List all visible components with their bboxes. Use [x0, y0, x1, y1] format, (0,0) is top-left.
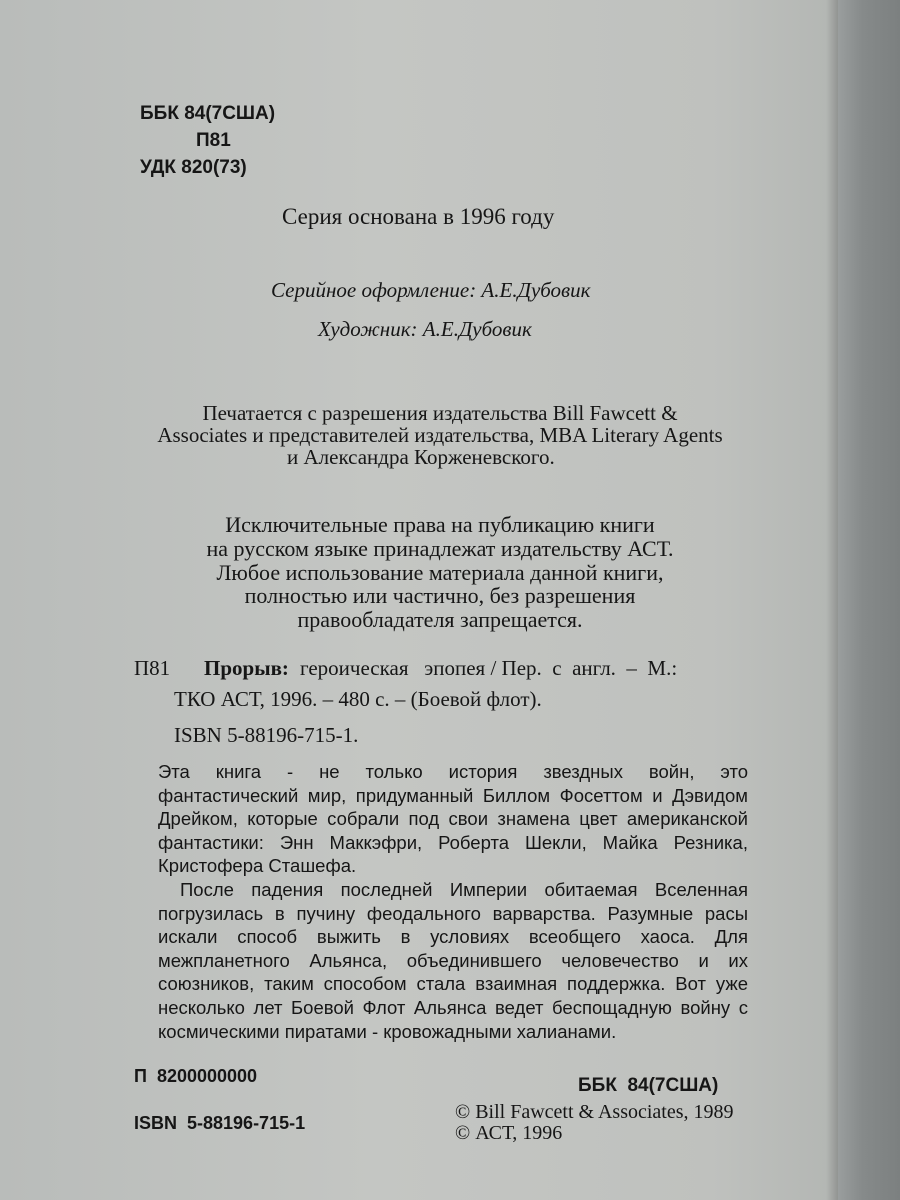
- catalog-title: Прорыв:: [204, 656, 289, 680]
- rights-line: на русском языке принадлежат издательству АСТ.: [206, 535, 674, 561]
- bbk-code-top: ББК 84(7США): [140, 103, 276, 124]
- footer-p-code: П 8200000000: [134, 1066, 258, 1086]
- catalog-isbn: ISBN 5-88196-715-1.: [174, 723, 359, 747]
- annotation-line: союзников, таким способом стала взаимная поддержка. Вот уже: [158, 973, 748, 995]
- permission-line: Печатается с разрешения издательства Bill Fawcett &: [202, 401, 678, 425]
- annotation-line: фантастики: Энн Маккэфри, Роберта Шекли, Майка Резника,: [158, 831, 748, 853]
- annotation-line: космическими пиратами - кровожадными халианами.: [158, 1020, 617, 1042]
- annotation-paragraph-2: [158, 878, 748, 1043]
- series-note: Серия основана в 1996 году: [282, 204, 555, 229]
- rights-line: Любое использование материала данной книги,: [216, 559, 664, 585]
- rights-paragraph: [140, 513, 740, 632]
- catalog-line-1: героическая эпопея / Пер. с англ. – М.:: [300, 656, 678, 680]
- rights-line: полностью или частично, без разрешения: [244, 583, 636, 609]
- annotation-line: искали способ выжить в условиях всеобщего хаоса. Для: [158, 926, 748, 948]
- rights-line: Исключительные права на публикацию книги: [225, 512, 655, 537]
- annotation-line: несколько лет Боевой Флот Альянса ведет беспощадную войну с: [158, 996, 748, 1018]
- book-spine: [838, 0, 900, 1200]
- p81-code-top: П81: [196, 130, 231, 151]
- catalog-line-2: ТКО АСТ, 1996. – 480 с. – (Боевой флот).: [174, 687, 542, 711]
- annotation-line: фантастический мир, придуманный Биллом Фосеттом и Дэвидом: [158, 784, 748, 806]
- permission-line: Associates и представителей издательства, MBA Literary Agents: [157, 423, 723, 447]
- footer-isbn: ISBN 5-88196-715-1: [134, 1113, 306, 1133]
- udk-code: УДК 820(73): [140, 157, 247, 178]
- design-credit: Серийное оформление: А.Е.Дубовик: [271, 278, 591, 302]
- copyright-fawcett: © Bill Fawcett & Associates, 1989: [455, 1101, 734, 1123]
- copyright-ast: © АСТ, 1996: [455, 1122, 563, 1144]
- rights-line: правообладателя запрещается.: [297, 607, 583, 633]
- permission-paragraph: [140, 402, 740, 468]
- annotation-line: погрузилась в пучину феодального варварства. Разумные расы: [158, 902, 748, 924]
- annotation-line: Эта книга - не только история звездных войн, это: [158, 761, 748, 782]
- annotation-paragraph-1: [158, 760, 748, 878]
- annotation-line: Дрейком, которые собрали под свои знамена цвет американской: [158, 808, 748, 830]
- annotation-line: межпланетного Альянса, объединившего человечество и их: [158, 949, 748, 971]
- annotation-line: Кристофера Сташефа.: [158, 855, 357, 877]
- catalog-code: П81: [134, 656, 171, 680]
- footer-bbk: ББК 84(7США): [578, 1075, 719, 1096]
- permission-line: и Александра Корженевского.: [287, 445, 555, 469]
- artist-credit: Художник: А.Е.Дубовик: [318, 317, 532, 341]
- annotation-line: После падения последней Империи обитаемая Вселенная: [180, 879, 748, 900]
